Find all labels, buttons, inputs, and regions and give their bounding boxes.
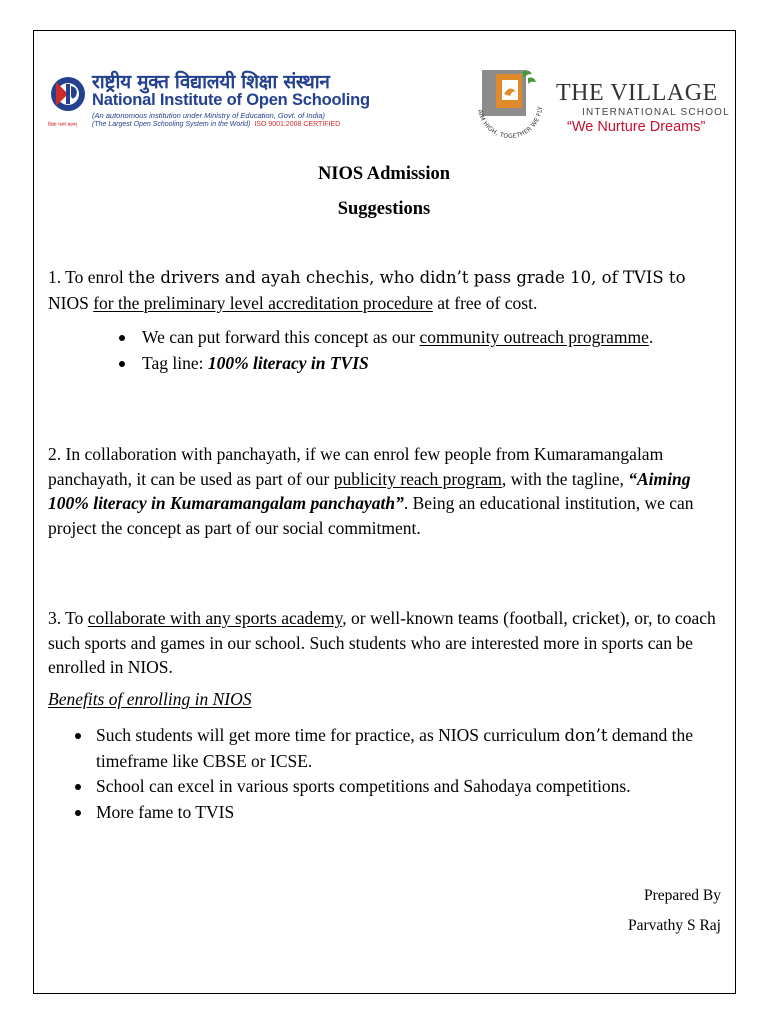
prepared-by-label: Prepared By	[643, 887, 721, 904]
section-2-paragraph	[48, 442, 703, 540]
section-1-line-1	[48, 265, 728, 291]
bullet-dot-icon	[119, 361, 125, 367]
section-1-text-d: at free of cost.	[432, 292, 538, 313]
benefits-bullet-list	[72, 723, 696, 825]
sports-academy-phrase: collaborate with any sports academy	[87, 608, 343, 628]
publicity-reach-phrase: publicity reach program	[333, 468, 502, 489]
section-1-procedure: for the preliminary level accreditation procedure	[93, 292, 433, 313]
section-2-text-b: , with the tagline,	[501, 468, 629, 489]
bullet-text: We can put forward this concept as our	[142, 327, 420, 347]
section-2-text-a: 2. In collaboration with panchayath, if we can enrol few people from Kumaramangalam panchayath, it can be used as part of our	[48, 444, 664, 489]
benefit-text: More fame to TVIS	[96, 801, 235, 822]
nios-subtitle-2	[92, 121, 340, 128]
nios-english-name	[92, 91, 370, 110]
list-item	[142, 351, 702, 376]
village-tagline: “We Nurture Dreams”	[567, 119, 706, 135]
nios-name-prefix: National Institute of	[92, 91, 247, 109]
section-2-text-c: . Being an educational institution, we can project the concept as part of our social commitment.	[48, 493, 694, 538]
section-1-text-b: the drivers and ayah chechis, who didn’t pass grade 10, of TVIS to	[128, 268, 686, 287]
village-name: THE VILLAGE	[556, 80, 718, 106]
list-item	[142, 325, 702, 350]
benefit-text: School can excel in various sports competitions and Sahodaya competitions.	[96, 776, 631, 796]
section-3-text-b: , or well-known teams (football, cricket), or, to coach such sports and games in our school. Such students who are interested more in sports can be enrolled in NIOS.	[48, 608, 716, 677]
bullet-dot-icon	[75, 784, 81, 790]
bullet-dot-icon	[75, 733, 81, 739]
section-1-text-a: 1. To enrol	[48, 267, 129, 287]
section-3-paragraph	[48, 606, 723, 680]
community-outreach-phrase: community outreach programme	[419, 327, 649, 347]
nios-subtitle-2-text: (The Largest Open Schooling System in the World)	[92, 121, 251, 128]
nios-iso-text: ISO 9001:2008 CERTIFIED	[254, 121, 341, 128]
village-emblem-icon	[468, 66, 552, 146]
author-name: Parvathy S Raj	[628, 917, 721, 934]
nios-emblem-icon	[48, 74, 88, 120]
section-1-text-c: NIOS	[48, 292, 94, 313]
bullet-text-end: .	[648, 327, 654, 347]
bullet-text: Tag line:	[142, 352, 208, 373]
nios-motto: विद्या परमं बलम्	[48, 122, 77, 128]
benefit-dont: don’t	[564, 726, 608, 745]
tagline-tvis: 100% literacy in TVIS	[207, 352, 369, 373]
document-title: NIOS Admission	[317, 164, 451, 184]
list-item	[96, 723, 696, 773]
document-subtitle: Suggestions	[337, 199, 431, 219]
section-1-line-2	[48, 291, 728, 316]
nios-hindi-name: राष्ट्रीय मुक्त विद्यालयी शिक्षा संस्थान	[92, 71, 330, 93]
section-1-paragraph	[48, 265, 728, 315]
tagline-kumaramangalam: “Aiming 100% literacy in Kumaramangalam panchayath”	[48, 468, 691, 513]
list-item	[96, 774, 696, 799]
benefits-heading: Benefits of enrolling in NIOS	[48, 689, 252, 709]
nios-subtitle-1: (An autonomous institution under Ministry of Education, Govt. of India)	[92, 111, 326, 120]
nios-name-suffix: Open Schooling	[246, 91, 370, 109]
section-1-bullet-list	[118, 325, 702, 376]
section-3-text-a: 3. To	[48, 608, 88, 628]
village-ring-text: AIM HIGH, TOGETHER WE FLY	[476, 105, 545, 141]
village-logo	[468, 66, 728, 146]
nios-logo	[48, 68, 368, 140]
bullet-dot-icon	[75, 810, 81, 816]
benefit-text: Such students will get more time for practice, as NIOS curriculum	[96, 725, 565, 745]
bullet-dot-icon	[119, 335, 125, 341]
benefit-text-end: demand the timeframe like CBSE or ICSE.	[96, 725, 694, 771]
village-subtitle: INTERNATIONAL SCHOOL	[582, 107, 730, 118]
list-item	[96, 800, 696, 825]
